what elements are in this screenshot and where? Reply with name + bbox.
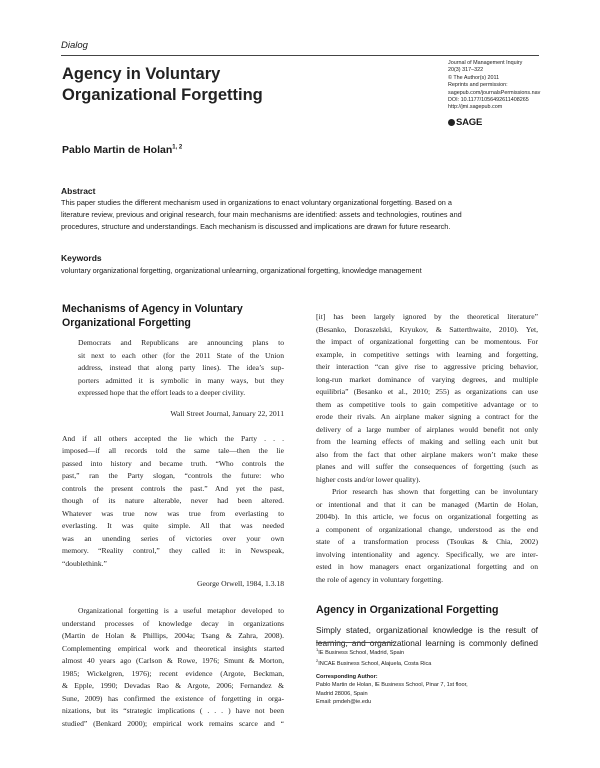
paragraph-line: ested in how managers enact organizational forgetting and on: [316, 562, 538, 571]
paragraph-line: them as competitive tools to gain competitive advantage or to: [316, 399, 538, 409]
footnote-rule: [316, 642, 394, 643]
body-paragraph: [316, 486, 538, 586]
paragraph-line: (Martin de Holan & Phillips, 2004a; Tsang & Zahra, 2008).: [62, 631, 284, 640]
header-rule: [61, 55, 539, 56]
paragraph-line: almost 40 years ago (Carlson & Rowe, 1976; Smunt & Morton,: [62, 656, 284, 665]
keywords-text: voluntary organizational forgetting, organizational unlearning, organizational forgetting, knowledge management: [61, 266, 422, 275]
corresponding-author-line: Madrid 28006, Spain: [316, 690, 368, 697]
paragraph-line: a component of organizational change, understood as the end: [316, 524, 538, 534]
author-affiliations: 1, 2: [172, 144, 183, 151]
abstract-heading: Abstract: [61, 186, 96, 196]
paragraph-line: involving intentionality and agency. Specifically, we are inter-: [316, 549, 538, 559]
quote-line: porters admitted it is symbolic in many ways, but they: [78, 375, 284, 385]
paragraph-line: understand processes of knowledge decay in organizations: [62, 618, 284, 628]
quote-line: was an unending series of victories over your own: [62, 533, 284, 543]
article-title: [62, 64, 362, 106]
quote-line: expressed hope that the effort leads to a deeper civility.: [78, 388, 246, 397]
quote-line: everlasting. It was quite simple. All that was needed: [62, 521, 284, 530]
affiliation-2: [316, 657, 468, 668]
author-line: [62, 144, 182, 156]
reprints-label: Reprints and permission:: [448, 82, 508, 89]
keywords-heading: Keywords: [61, 253, 102, 263]
quote-line: “doublethink.”: [62, 558, 107, 568]
paragraph-line: Sune, 2009) has confirmed the existence of forgetting in orga-: [62, 693, 284, 703]
footnote-marker: 1: [316, 647, 319, 652]
quote-line: And if all others accepted the lie which the Party . . .: [62, 433, 284, 443]
copyright: © The Author(s) 2011: [448, 74, 500, 81]
affiliation-text: INCAE Business School, Alajuela, Costa Rica: [318, 660, 432, 667]
title-line: Agency in Voluntary: [62, 65, 221, 83]
paragraph-line: delivery of a large number of airplanes would benefit not only: [316, 424, 538, 434]
volume-pages: 20(3) 317–322: [448, 67, 484, 74]
body-paragraph: [316, 311, 538, 486]
paragraph-line: erode their rivals. An airplane maker signing a contract for the: [316, 412, 538, 421]
section-heading-line: Organizational Forgetting: [62, 316, 191, 329]
paragraph-line: Complementing empirical work and theoretical insights started: [62, 643, 284, 653]
paragraph-line: also from the fact that other airplane makers won’t make these: [316, 449, 538, 459]
author-name: Pablo Martin de Holan: [62, 144, 173, 156]
journal-url: http://jmi.sagepub.com: [448, 104, 503, 111]
epigraph-source: George Orwell, 1984, 1.3.18: [197, 579, 284, 588]
quote-line: controls the present controls the past.” And yet the past,: [62, 483, 284, 493]
paragraph-line: the role of agency in voluntary forgetting.: [316, 574, 444, 584]
paragraph-line: Prior research has shown that forgetting can be involuntary: [332, 487, 538, 496]
paragraph-line: state of a transformation process (Tsoukas & Chia, 2002): [316, 537, 538, 546]
body-paragraph: [62, 605, 284, 730]
publication-info: [448, 60, 540, 112]
quote-line: past,” ran the Party slogan, “controls the future: who: [62, 471, 284, 480]
paragraph-line: higher costs and/or lower quality).: [316, 474, 421, 484]
paragraph-line: or intentional and that it can be managed (Martin de Holan,: [316, 499, 538, 509]
paragraph-line: Simply stated, organizational knowledge is the result of: [316, 624, 538, 635]
paragraph-line: [it] has been largely ignored by the theoretical literature”: [316, 312, 538, 321]
quote-line: Whatever was true now was true from everlasting to: [62, 508, 284, 518]
journal-name: Journal of Management Inquiry: [448, 60, 523, 66]
abstract-line: procedures, structure and understandings. Each mechanism is discussed and implications are drawn for future research.: [61, 222, 451, 231]
paragraph-line: studied” (Benkard 2000); empirical work remains scarce and “: [62, 718, 284, 728]
paragraph-line: Organizational forgetting is a useful metaphor developed to: [78, 606, 284, 615]
quote-line: memory. “Reality control,” they called it: in Newspeak,: [62, 546, 284, 555]
quote-line: though of its nature alterable, never had been altered.: [62, 496, 284, 505]
left-column: [62, 303, 284, 730]
section-heading: Agency in Organizational Forgetting: [316, 604, 499, 616]
doi: DOI: 10.1177/1056492611408265: [448, 97, 529, 104]
paragraph-line: (Besanko, Doraszelski, Kryukov, & Satterthwaite, 2010). Yet,: [316, 324, 538, 334]
corresponding-author-line: Pablo Martin de Holan, IE Business School, Pinar 7, 1st floor,: [316, 682, 468, 689]
abstract-line: literature review, previous and original research, four main mechanisms are identified: assets and technologies, routines and: [61, 210, 462, 219]
quote-line: sit next to each other (for the 2011 State of the Union: [78, 350, 284, 360]
affiliation-1: [316, 646, 468, 657]
paragraph-line: their interaction “can give rise to aggressive pricing behavior,: [316, 362, 538, 371]
corresponding-author-heading: Corresponding Author:: [316, 674, 378, 681]
quote-line: passed into history and became truth. “Who controls the: [62, 458, 284, 468]
paragraph-line: learning, and organizational learning is commonly defined: [316, 637, 538, 648]
section-heading-line: Mechanisms of Agency in Voluntary: [62, 303, 243, 315]
quote-line: Democrats and Republicans are announcing plans to: [78, 338, 284, 347]
section-label: Dialog: [61, 40, 88, 51]
sage-logo-text: SAGE: [456, 117, 483, 128]
footnote-marker: 2: [316, 658, 319, 664]
abstract-line: This paper studies the different mechanism used in organizations to enact voluntary organizational forgetting. Based on a: [61, 198, 452, 207]
paragraph-line: 2004b). In this article, we focus on organizational forgetting as: [316, 512, 538, 521]
epigraph-quote: [62, 433, 284, 571]
corresponding-author-email: Email: pmdeh@ie.edu: [316, 698, 372, 705]
quote-line: imposed—if all records told the same tale—then the lie: [62, 446, 284, 455]
paragraph-line: nizations, but its “strategic implications ( . . . ) have not been: [62, 706, 284, 715]
affiliation-text: IE Business School, Madrid, Spain: [318, 649, 405, 656]
epigraph-source: Wall Street Journal, January 22, 2011: [170, 408, 284, 418]
paragraph-line: example, in competitive settings with learning and forgetting,: [316, 349, 538, 359]
paragraph-line: long-run market dominance of varying degrees, and multiple: [316, 374, 538, 384]
abstract-text: [61, 197, 541, 233]
sage-logo-icon: [448, 119, 455, 126]
paragraph-line: 1985; Wickelgren, 1976); recent evidence (Argote, Beckman,: [62, 668, 284, 678]
permissions-url: sagepub.com/journalsPermissions.nav: [448, 89, 541, 96]
epigraph-quote: [62, 337, 284, 400]
quote-line: address, instead that along party lines). The idea’s sup-: [78, 363, 284, 372]
title-line: Organizational Forgetting: [62, 86, 263, 104]
footnotes: [316, 646, 468, 706]
right-column: [316, 311, 538, 650]
section-heading: [62, 303, 284, 330]
paragraph-line: from the learning effects of making and selling each unit but: [316, 437, 538, 446]
paragraph-line: equilibria” (Besanko et al., 2010; 255) as organizations can use: [316, 387, 538, 396]
paragraph-line: & Epple, 1990; Devadas Rao & Argote, 2006; Fernandez &: [62, 681, 284, 690]
paragraph-line: the impact of organizational forgetting can be momentous. For: [316, 337, 538, 346]
paragraph-line: planes and will suffer the consequences of forgetting (such as: [316, 462, 538, 471]
sage-logo: [448, 117, 482, 128]
